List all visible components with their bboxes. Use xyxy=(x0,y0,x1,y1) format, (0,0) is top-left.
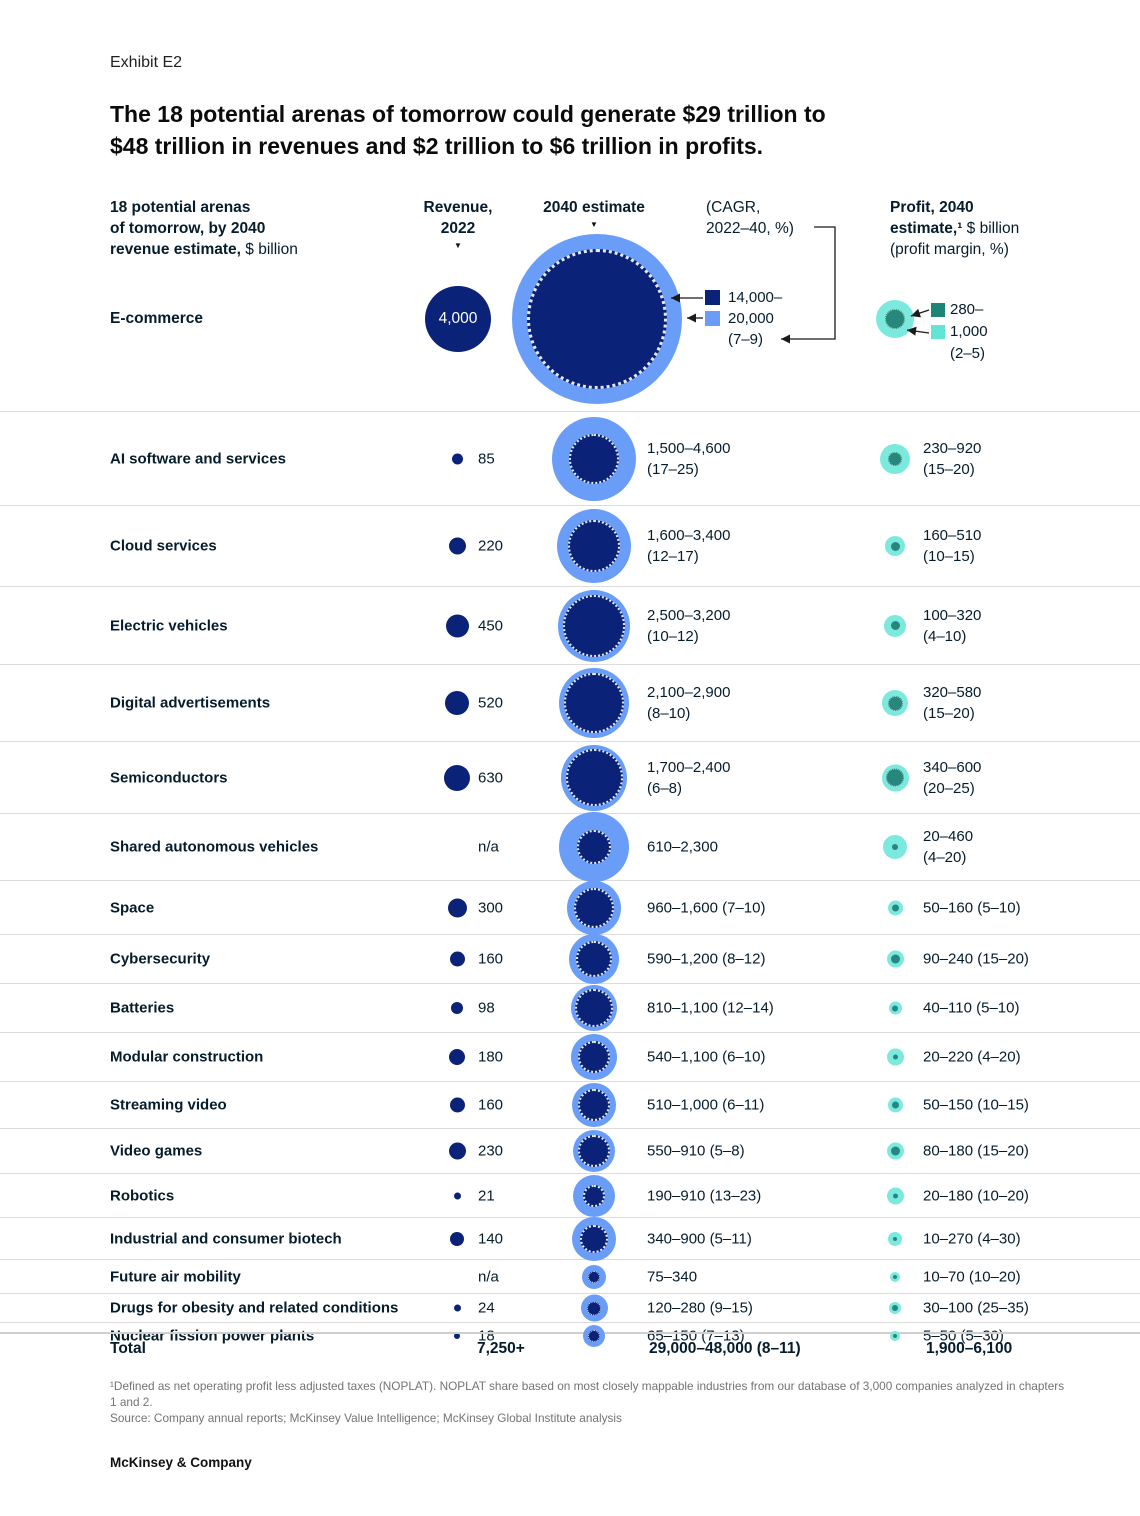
profit-bubble-inner xyxy=(893,1275,897,1279)
profit-bubble-outer xyxy=(880,444,910,474)
profit-bubble-inner xyxy=(893,1237,897,1241)
revenue-bubble xyxy=(449,538,466,555)
estimate-legend-text xyxy=(728,287,782,350)
profit-bubble-outer xyxy=(888,1098,903,1113)
estimate-bubble-outer xyxy=(573,1130,615,1172)
table-row xyxy=(0,586,1140,664)
table-row xyxy=(0,1217,1140,1259)
profit-line: 40–110 (5–10) xyxy=(923,999,1020,1017)
estimate-bubble-outer xyxy=(569,934,619,984)
estimate-text xyxy=(647,1095,764,1116)
profit-line: 20–180 (10–20) xyxy=(923,1187,1029,1204)
revenue-value: 230 xyxy=(478,1142,504,1160)
estimate-bubble-inner xyxy=(587,1301,601,1315)
arena-label: Future air mobility xyxy=(110,1268,241,1285)
profit-bubble-outer xyxy=(887,1143,904,1160)
arena-label: Shared autonomous vehicles xyxy=(110,838,319,856)
profit-header-line2-bold: estimate,¹ xyxy=(890,220,963,237)
estimate-bubble-inner xyxy=(588,1330,600,1342)
arena-label: Cybersecurity xyxy=(110,950,211,968)
table-row xyxy=(0,741,1140,813)
estimate-text xyxy=(647,897,765,918)
estimate-bubble-inner xyxy=(527,249,667,389)
cagr-header-line2: 2022–40, %) xyxy=(706,220,794,237)
estimate-bubble-outer xyxy=(567,881,621,935)
profit-text xyxy=(923,1047,1021,1068)
profit-bubble-outer xyxy=(889,1302,901,1314)
estimate-bubble-outer xyxy=(552,417,636,501)
estimate-line: 550–910 (5–8) xyxy=(647,1142,745,1160)
profit-line: (4–20) xyxy=(923,849,967,866)
estimate-line: 540–1,100 (6–10) xyxy=(647,1048,766,1066)
table-row xyxy=(0,505,1140,586)
profit-bubble-inner xyxy=(888,696,903,711)
profit-line: 10–270 (4–30) xyxy=(923,1230,1021,1247)
estimate-line: 1,500–4,600 xyxy=(647,439,731,457)
profit-text xyxy=(923,826,973,868)
estimate-bubble-inner xyxy=(578,1135,610,1167)
revenue-bubble xyxy=(454,1192,461,1199)
estimate-line: (12–17) xyxy=(647,548,699,565)
profit-line: (20–25) xyxy=(923,779,975,797)
table-row xyxy=(0,813,1140,880)
table-row xyxy=(0,1293,1140,1322)
estimate-bubble-outer xyxy=(558,590,630,662)
revenue-value: 98 xyxy=(478,999,495,1017)
revenue-bubble xyxy=(445,691,469,715)
revenue-header-line2: 2022 xyxy=(440,220,476,237)
legend-swatch-profit-high xyxy=(931,325,945,339)
estimate-bubble-outer xyxy=(512,234,682,404)
profit-bubble-inner xyxy=(893,1193,898,1198)
revenue-value: 24 xyxy=(478,1299,495,1317)
profit-bubble-outer xyxy=(882,690,908,716)
revenue-value: 450 xyxy=(478,617,504,634)
arena-label: Digital advertisements xyxy=(110,694,271,712)
profit-bubble-inner xyxy=(891,542,900,551)
estimate-line: 510–1,000 (6–11) xyxy=(647,1096,765,1114)
revenue-value: 85 xyxy=(478,450,495,467)
column-header-2040-estimate xyxy=(514,197,674,229)
profit-legend-line2: 1,000 xyxy=(950,323,988,340)
profit-text xyxy=(923,1298,1029,1319)
estimate-line: 610–2,300 xyxy=(647,838,718,856)
estimate-bubble-inner xyxy=(580,1225,608,1253)
estimate-line: (17–25) xyxy=(647,460,699,478)
table-row xyxy=(0,1173,1140,1217)
profit-line: 50–150 (10–15) xyxy=(923,1096,1029,1114)
exhibit-label: Exhibit E2 xyxy=(110,54,183,71)
estimate-bubble-outer xyxy=(557,509,631,583)
legend-swatch-estimate-low xyxy=(705,290,720,305)
column-header-arenas-line3-unit: $ billion xyxy=(240,241,298,258)
arena-label: Semiconductors xyxy=(110,769,228,786)
estimate-text xyxy=(647,837,718,858)
profit-bubble-inner xyxy=(891,955,900,964)
profit-legend-margin: (2–5) xyxy=(950,345,986,362)
profit-bubble-inner xyxy=(892,904,899,911)
profit-text xyxy=(923,1185,1029,1206)
profit-line: 30–100 (25–35) xyxy=(923,1299,1029,1317)
estimate-line: 75–340 xyxy=(647,1268,698,1285)
estimate-bubble-outer xyxy=(582,1265,606,1289)
revenue-value: 300 xyxy=(478,899,504,916)
profit-line: 160–510 xyxy=(923,527,982,544)
estimate-line: 590–1,200 (8–12) xyxy=(647,950,766,968)
revenue-value: 160 xyxy=(478,1096,504,1114)
total-row xyxy=(0,1332,1140,1364)
profit-line: (10–15) xyxy=(923,548,975,565)
profit-text xyxy=(923,757,981,799)
arena-label: Drugs for obesity and related conditions xyxy=(110,1299,399,1317)
profit-header-line1: Profit, 2040 xyxy=(890,199,974,216)
estimate-text xyxy=(647,757,730,799)
profit-bubble-outer xyxy=(890,1272,900,1282)
estimate-bubble-inner xyxy=(566,749,623,806)
ecommerce-row xyxy=(0,229,1140,408)
down-triangle-icon: ▼ xyxy=(590,220,598,229)
revenue-value: 18 xyxy=(478,1327,495,1345)
estimate-line: (8–10) xyxy=(647,705,691,722)
profit-bubble-inner xyxy=(892,1102,899,1109)
revenue-bubble xyxy=(454,1305,461,1312)
arena-label: Industrial and consumer biotech xyxy=(110,1230,342,1247)
estimate-bubble-inner xyxy=(578,1041,610,1073)
estimate-bubble-outer xyxy=(581,1295,608,1322)
revenue-value: 21 xyxy=(478,1187,495,1204)
estimate-line: 2,100–2,900 xyxy=(647,684,731,701)
estimate-line: 340–900 (5–11) xyxy=(647,1230,752,1247)
arena-label: Electric vehicles xyxy=(110,617,228,634)
profit-line: 20–220 (4–20) xyxy=(923,1048,1021,1066)
profit-bubble-outer xyxy=(888,900,903,915)
revenue-bubble xyxy=(444,765,470,791)
estimate-bubble-inner xyxy=(578,1089,610,1121)
profit-bubble-outer xyxy=(887,1187,904,1204)
profit-bubble-inner xyxy=(891,1147,900,1156)
profit-text xyxy=(923,1141,1029,1162)
revenue-bubble xyxy=(450,952,465,967)
profit-line: 90–240 (15–20) xyxy=(923,950,1029,968)
profit-bubble-outer xyxy=(882,764,909,791)
column-header-arenas-line2: of tomorrow, by 2040 xyxy=(110,220,266,237)
estimate-legend-line2: 20,000 xyxy=(728,310,774,327)
legend-swatch-estimate-high xyxy=(705,311,720,326)
estimate-header-text: 2040 estimate xyxy=(543,199,645,216)
table-row xyxy=(0,664,1140,741)
estimate-text xyxy=(647,438,730,480)
revenue-bubble xyxy=(449,1143,466,1160)
profit-text xyxy=(923,1095,1029,1116)
arena-label: AI software and services xyxy=(110,450,286,467)
profit-bubble-outer xyxy=(888,1232,902,1246)
revenue-bubble xyxy=(452,453,463,464)
estimate-bubble-inner xyxy=(563,595,625,657)
revenue-na: n/a xyxy=(478,1268,499,1285)
profit-line: 230–920 xyxy=(923,439,982,457)
profit-text xyxy=(923,949,1029,970)
estimate-text xyxy=(647,682,730,724)
profit-bubble-outer xyxy=(890,1331,900,1341)
arena-label: E-commerce xyxy=(110,309,204,327)
profit-line: 320–580 xyxy=(923,684,982,701)
profit-bubble-inner xyxy=(891,621,900,630)
revenue-value: 180 xyxy=(478,1048,504,1066)
down-triangle-icon: ▼ xyxy=(454,241,462,250)
column-header-arenas-line3-bold: revenue estimate, xyxy=(110,241,241,258)
profit-legend-text xyxy=(950,299,988,365)
table-row xyxy=(0,1081,1140,1128)
arena-label: Space xyxy=(110,899,155,916)
column-header-arenas-line1: 18 potential arenas xyxy=(110,199,251,216)
estimate-text xyxy=(647,1298,753,1319)
profit-bubble-inner xyxy=(892,1005,898,1011)
revenue-bubble xyxy=(450,1232,464,1246)
revenue-value: 4,000 xyxy=(438,309,478,327)
estimate-text xyxy=(647,1141,745,1162)
profit-header-line3: (profit margin, %) xyxy=(890,241,1009,258)
estimate-bubble-outer xyxy=(559,812,629,882)
estimate-bubble-inner xyxy=(564,673,624,733)
brand-logo-text: McKinsey & Company xyxy=(110,1455,252,1470)
profit-bubble-outer xyxy=(876,300,914,338)
table-row xyxy=(0,1128,1140,1173)
estimate-bubble-inner xyxy=(568,520,620,572)
profit-line: 20–460 xyxy=(923,828,974,845)
profit-line: 50–160 (5–10) xyxy=(923,899,1021,916)
estimate-bubble-inner xyxy=(576,941,612,977)
revenue-bubble xyxy=(425,286,491,352)
table-row xyxy=(0,411,1140,505)
estimate-legend-cagr: (7–9) xyxy=(728,331,764,348)
arena-table xyxy=(0,411,1140,1349)
revenue-bubble xyxy=(448,898,467,917)
profit-text xyxy=(923,998,1019,1019)
estimate-text xyxy=(647,1228,752,1249)
profit-bubble-outer xyxy=(889,1002,902,1015)
arena-label: Cloud services xyxy=(110,537,217,555)
revenue-bubble xyxy=(451,1002,463,1014)
profit-line: 80–180 (15–20) xyxy=(923,1142,1029,1160)
profit-line: 10–70 (10–20) xyxy=(923,1268,1021,1285)
total-revenue: 7,250+ xyxy=(477,1340,525,1357)
title-line-2: $48 trillion in revenues and $2 trillion to $6 trillion in profits. xyxy=(110,133,764,159)
profit-line: (15–20) xyxy=(923,705,975,722)
estimate-text xyxy=(647,525,730,567)
profit-text xyxy=(923,682,981,724)
estimate-line: 120–280 (9–15) xyxy=(647,1299,753,1317)
profit-header-line2-unit: $ billion xyxy=(962,220,1020,237)
estimate-bubble-outer xyxy=(559,668,629,738)
estimate-bubble-outer xyxy=(571,985,617,1031)
profit-bubble-inner xyxy=(888,452,902,466)
total-estimate: 29,000–48,000 (8–11) xyxy=(649,1340,801,1357)
estimate-text xyxy=(647,1266,697,1287)
table-row xyxy=(0,983,1140,1032)
arena-label: Robotics xyxy=(110,1187,175,1204)
profit-bubble-outer xyxy=(884,615,906,637)
estimate-bubble-inner xyxy=(577,830,611,864)
estimate-bubble-inner xyxy=(575,989,613,1027)
estimate-line: 190–910 (13–23) xyxy=(647,1187,762,1204)
revenue-bubble xyxy=(446,614,469,637)
arena-label: Batteries xyxy=(110,999,175,1017)
revenue-bubble xyxy=(450,1098,465,1113)
estimate-text xyxy=(647,605,730,647)
estimate-bubble-inner xyxy=(574,888,614,928)
total-profit: 1,900–6,100 xyxy=(926,1340,1013,1357)
table-row xyxy=(0,934,1140,983)
profit-bubble-inner xyxy=(885,309,905,329)
estimate-legend-line1: 14,000– xyxy=(728,289,783,306)
estimate-bubble-inner xyxy=(583,1185,605,1207)
estimate-bubble-outer xyxy=(583,1325,605,1347)
profit-text xyxy=(923,605,981,647)
profit-bubble-inner xyxy=(892,844,898,850)
profit-bubble-inner xyxy=(893,1055,898,1060)
cagr-header-line1: (CAGR, xyxy=(706,199,761,216)
profit-bubble-inner xyxy=(892,1305,898,1311)
estimate-text xyxy=(647,1047,765,1068)
arena-label: Nuclear fission power plants xyxy=(110,1327,315,1345)
page-title xyxy=(110,98,826,162)
estimate-line: 2,500–3,200 xyxy=(647,606,731,624)
profit-text xyxy=(923,1228,1021,1249)
revenue-value: 160 xyxy=(478,950,504,968)
table-row xyxy=(0,1259,1140,1293)
estimate-text xyxy=(647,949,765,970)
arena-label: Streaming video xyxy=(110,1096,227,1114)
table-row xyxy=(0,1032,1140,1081)
revenue-value: 140 xyxy=(478,1230,504,1247)
profit-bubble-outer xyxy=(887,1049,904,1066)
profit-text xyxy=(923,897,1021,918)
profit-text xyxy=(923,1266,1021,1287)
revenue-header-line1: Revenue, xyxy=(423,199,493,216)
profit-bubble-inner xyxy=(893,1334,897,1338)
estimate-bubble-inner xyxy=(588,1271,600,1283)
total-label: Total xyxy=(110,1340,146,1357)
estimate-line: 960–1,600 (7–10) xyxy=(647,899,766,916)
estimate-line: 65–150 (7–13) xyxy=(647,1327,745,1345)
profit-bubble-outer xyxy=(887,951,904,968)
profit-bubble-outer xyxy=(885,536,905,556)
table-row xyxy=(0,880,1140,934)
arena-label: Video games xyxy=(110,1142,203,1160)
revenue-na: n/a xyxy=(478,838,499,856)
profit-line: 5–50 (5–30) xyxy=(923,1327,1004,1345)
profit-bubble-outer xyxy=(883,835,907,859)
estimate-bubble-outer xyxy=(572,1083,616,1127)
profit-line: 100–320 xyxy=(923,606,982,624)
estimate-text xyxy=(647,998,774,1019)
profit-bubble-inner xyxy=(886,769,904,787)
footnote-block xyxy=(110,1378,1070,1426)
arena-label: Modular construction xyxy=(110,1048,264,1066)
profit-line: (15–20) xyxy=(923,460,975,478)
profit-line: (4–10) xyxy=(923,627,967,645)
revenue-value: 520 xyxy=(478,694,504,712)
footnote-text: ¹Defined as net operating profit less adjusted taxes (NOPLAT). NOPLAT share based on most closely mappable industries from our database of 3,000 companies analyzed in chapters 1 and 2. xyxy=(110,1379,1065,1409)
estimate-bubble-outer xyxy=(572,1217,616,1261)
revenue-value: 220 xyxy=(478,537,504,555)
profit-text xyxy=(923,525,981,567)
estimate-line: 810–1,100 (12–14) xyxy=(647,999,774,1017)
estimate-line: 1,700–2,400 xyxy=(647,758,731,776)
revenue-value: 630 xyxy=(478,769,504,786)
profit-line: 340–600 xyxy=(923,758,982,776)
estimate-text xyxy=(647,1185,761,1206)
profit-legend-line1: 280– xyxy=(950,301,984,318)
estimate-bubble-outer xyxy=(571,1034,617,1080)
title-line-1: The 18 potential arenas of tomorrow could generate $29 trillion to xyxy=(110,101,826,127)
profit-text xyxy=(923,438,981,480)
estimate-line: 1,600–3,400 xyxy=(647,527,731,544)
estimate-line: (10–12) xyxy=(647,627,699,645)
estimate-bubble-outer xyxy=(573,1175,615,1217)
legend-swatch-profit-low xyxy=(931,303,945,317)
estimate-bubble-outer xyxy=(561,745,627,811)
revenue-bubble xyxy=(449,1049,465,1065)
estimate-line: (6–8) xyxy=(647,779,683,797)
estimate-bubble-inner xyxy=(569,434,619,484)
source-text: Source: Company annual reports; McKinsey Value Intelligence; McKinsey Global Institute analysis xyxy=(110,1411,622,1425)
